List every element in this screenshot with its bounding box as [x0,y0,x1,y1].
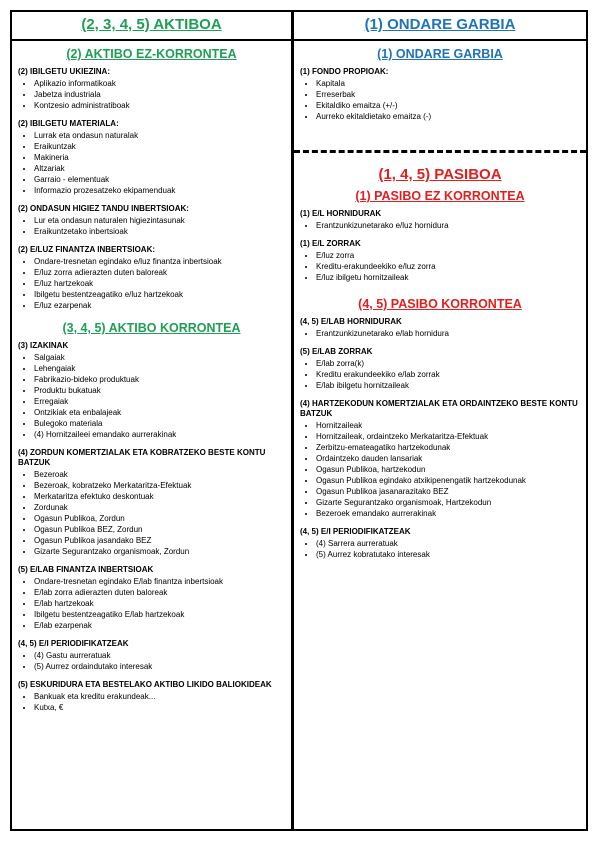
account-section [300,67,580,122]
section-title: (4, 5) E/LAB HORNIDURAK [300,317,402,326]
list-item: • E/luz ezarpenak [34,300,285,311]
section-title: (2) IBILGETU UKIEZINA: [18,67,110,76]
account-list [300,78,580,122]
list-item: • Ibilgetu bestentzeagatiko E/lab hartzekoak [34,609,285,620]
aktiboa-column [12,12,291,713]
section-title: (4, 5) E/I PERIODIFIKATZEAK [300,527,411,536]
section-title: (5) E/LAB FINANTZA INBERTSIOAK [18,565,154,574]
list-item: • Bezeroek emandako aurrerakinak [316,508,580,519]
list-item: • E/lab ezarpenak [34,620,285,631]
section-title: (3) IZAKINAK [18,341,69,350]
list-item: • E/luz ibilgetu hornitzaileak [316,272,580,283]
section-title: (1) FONDO PROPIOAK: [300,67,389,76]
ondare-garbia-title: (1) ONDARE GARBIA [364,16,516,33]
section-title: (1) E/L ZORRAK [300,239,361,248]
pasiboa-title: (1, 4, 5) PASIBOA [378,166,502,183]
account-list [18,215,285,237]
list-item: • Merkataritza efektuko deskontuak [34,491,285,502]
list-item: • Kontzesio administratiboak [34,100,285,111]
account-list [300,220,580,231]
account-list [18,469,285,557]
list-item: • Ondare-tresnetan egindako e/luz finantza inbertsioak [34,256,285,267]
list-item: • Ordaintzeko dauden lansariak [316,453,580,464]
pasibo-korrontea-list [300,317,580,560]
list-item: • Aurreko ekitaldietako emaitza (-) [316,111,580,122]
account-section [300,347,580,391]
list-item: • Garraio - elementuak [34,174,285,185]
pasibo-ez-korrontea-list [300,209,580,283]
ondare-pasibo-column [294,12,586,560]
list-item: • (5) Aurrez kobratutako interesak [316,549,580,560]
account-section [18,680,285,713]
list-item: • (5) Aurrez ordaindutako interesak [34,661,285,672]
section-title: (5) ESKURIDURA ETA BESTELAKO AKTIBO LIKIDO BALIOKIDEAK [18,680,272,689]
list-item: • E/luz hartzekoak [34,278,285,289]
ondare-garbia-subtitle: (1) ONDARE GARBIA [377,47,503,61]
list-item: • Zerbitzu-emateagatiko hartzekodunak [316,442,580,453]
account-list [18,78,285,111]
section-title: (4) ZORDUN KOMERTZIALAK ETA KOBRATZEKO BESTE KONTU BATZUK [18,448,266,467]
list-item: • Ogasun Publikoa egindako atxikipenengatik hartzekodunak [316,475,580,486]
list-item: • Ogasun Publikoa BEZ, Zordun [34,524,285,535]
list-item: • E/lab zorra adierazten duten baloreak [34,587,285,598]
list-item: • Gizarte Segurantzako organismoak, Hartzekodun [316,497,580,508]
pasibo-korrontea-title: (4, 5) PASIBO KORRONTEA [358,297,522,311]
account-list [18,691,285,713]
account-list [300,420,580,519]
aktibo-korrontea-title: (3, 4, 5) AKTIBO KORRONTEA [62,321,241,335]
account-section [18,448,285,557]
account-section [18,639,285,672]
list-item: • Zordunak [34,502,285,513]
account-list [18,352,285,440]
list-item: • Salgaiak [34,352,285,363]
list-item: • Lurrak eta ondasun naturalak [34,130,285,141]
list-item: • Eraikuntzak [34,141,285,152]
list-item: • Makineria [34,152,285,163]
list-item: • Fabrikazio-bideko produktuak [34,374,285,385]
list-item: • (4) Hornitzaileei emandako aurrerakinak [34,429,285,440]
account-list [300,250,580,283]
aktiboa-title: (2, 3, 4, 5) AKTIBOA [81,16,222,33]
section-title: (2) ONDASUN HIGIEZ TANDU INBERTSIOAK: [18,204,189,213]
list-item: • E/luz zorra [316,250,580,261]
list-item: • Ogasun Publikoa, hartzekodun [316,464,580,475]
list-item: • Produktu bukatuak [34,385,285,396]
list-item: • Aplikazio informatikoak [34,78,285,89]
account-list [18,576,285,631]
list-item: • Bezeroak [34,469,285,480]
list-item: • Lur eta ondasun naturalen higiezintasunak [34,215,285,226]
list-item: • E/lab zorra(k) [316,358,580,369]
account-section [300,527,580,560]
list-item: • Erregaiak [34,396,285,407]
dashed-separator [294,150,586,153]
pasibo-ez-korrontea-title: (1) PASIBO EZ KORRONTEA [355,189,525,203]
aktibo-korrontea-list [18,341,285,713]
list-item: • Ontzikiak eta enbalajeak [34,407,285,418]
list-item: • E/luz zorra adierazten duten baloreak [34,267,285,278]
section-title: (2) IBILGETU MATERIALA: [18,119,119,128]
account-section [18,341,285,440]
account-section [18,565,285,631]
section-title: (4, 5) E/I PERIODIFIKATZEAK [18,639,129,648]
section-title: (2) E/LUZ FINANTZA INBERTSIOAK: [18,245,156,254]
list-item: • (4) Sarrera aurreratuak [316,538,580,549]
list-item: • Bulegoko materiala [34,418,285,429]
list-item: • Informazio prozesatzeko ekipamenduak [34,185,285,196]
aktibo-ez-korrontea-list [18,67,285,311]
section-title: (1) E/L HORNIDURAK [300,209,382,218]
list-item: • E/lab hartzekoak [34,598,285,609]
account-list [300,328,580,339]
list-item: • Ogasun Publikoa jasanarazitako BEZ [316,486,580,497]
account-section [300,399,580,519]
list-item: • Bankuak eta kreditu erakundeak... [34,691,285,702]
list-item: • Erantzunkizunetarako e/luz hornidura [316,220,580,231]
account-section [300,317,580,339]
list-item: • Gizarte Segurantzako organismoak, Zordun [34,546,285,557]
account-section [18,119,285,196]
list-item: • E/lab ibilgetu hornitzaileak [316,380,580,391]
list-item: • Kreditu-erakundeekiko e/luz zorra [316,261,580,272]
section-title: (4) HARTZEKODUN KOMERTZIALAK ETA ORDAINTZEKO BESTE KONTU BATZUK [300,399,578,418]
list-item: • Jabetza industriala [34,89,285,100]
list-item: • Ogasun Publikoa jasandako BEZ [34,535,285,546]
list-item: • Hornitzaileak, ordaintzeko Merkataritza-Efektuak [316,431,580,442]
account-list [300,538,580,560]
list-item: • Ekitaldiko emaitza (+/-) [316,100,580,111]
list-item: • Bezeroak, kobratzeko Merkataritza-Efektuak [34,480,285,491]
list-item: • Ondare-tresnetan egindako E/lab finantza inbertsioak [34,576,285,587]
account-list [300,358,580,391]
list-item: • (4) Gastu aurreratuak [34,650,285,661]
list-item: • Kutxa, € [34,702,285,713]
list-item: • Kapitala [316,78,580,89]
account-section [18,204,285,237]
aktibo-ez-korrontea-title: (2) AKTIBO EZ-KORRONTEA [66,47,237,61]
list-item: • Ogasun Publikoa, Zordun [34,513,285,524]
account-section [18,245,285,311]
section-title: (5) E/LAB ZORRAK [300,347,373,356]
list-item: • Erantzunkizunetarako e/lab hornidura [316,328,580,339]
list-item: • Altzariak [34,163,285,174]
list-item: • Erreserbak [316,89,580,100]
account-section [18,67,285,111]
list-item: • Hornitzaileak [316,420,580,431]
account-list [18,256,285,311]
ondare-garbia-list [300,67,580,122]
list-item: • Eraikuntzetako inbertsioak [34,226,285,237]
list-item: • Lehengaiak [34,363,285,374]
account-list [18,650,285,672]
list-item: • Kreditu erakundeekiko e/lab zorrak [316,369,580,380]
balance-sheet-frame [10,10,588,831]
account-section [300,209,580,231]
account-list [18,130,285,196]
account-section [300,239,580,283]
list-item: • Ibilgetu bestentzeagatiko e/luz hartzekoak [34,289,285,300]
